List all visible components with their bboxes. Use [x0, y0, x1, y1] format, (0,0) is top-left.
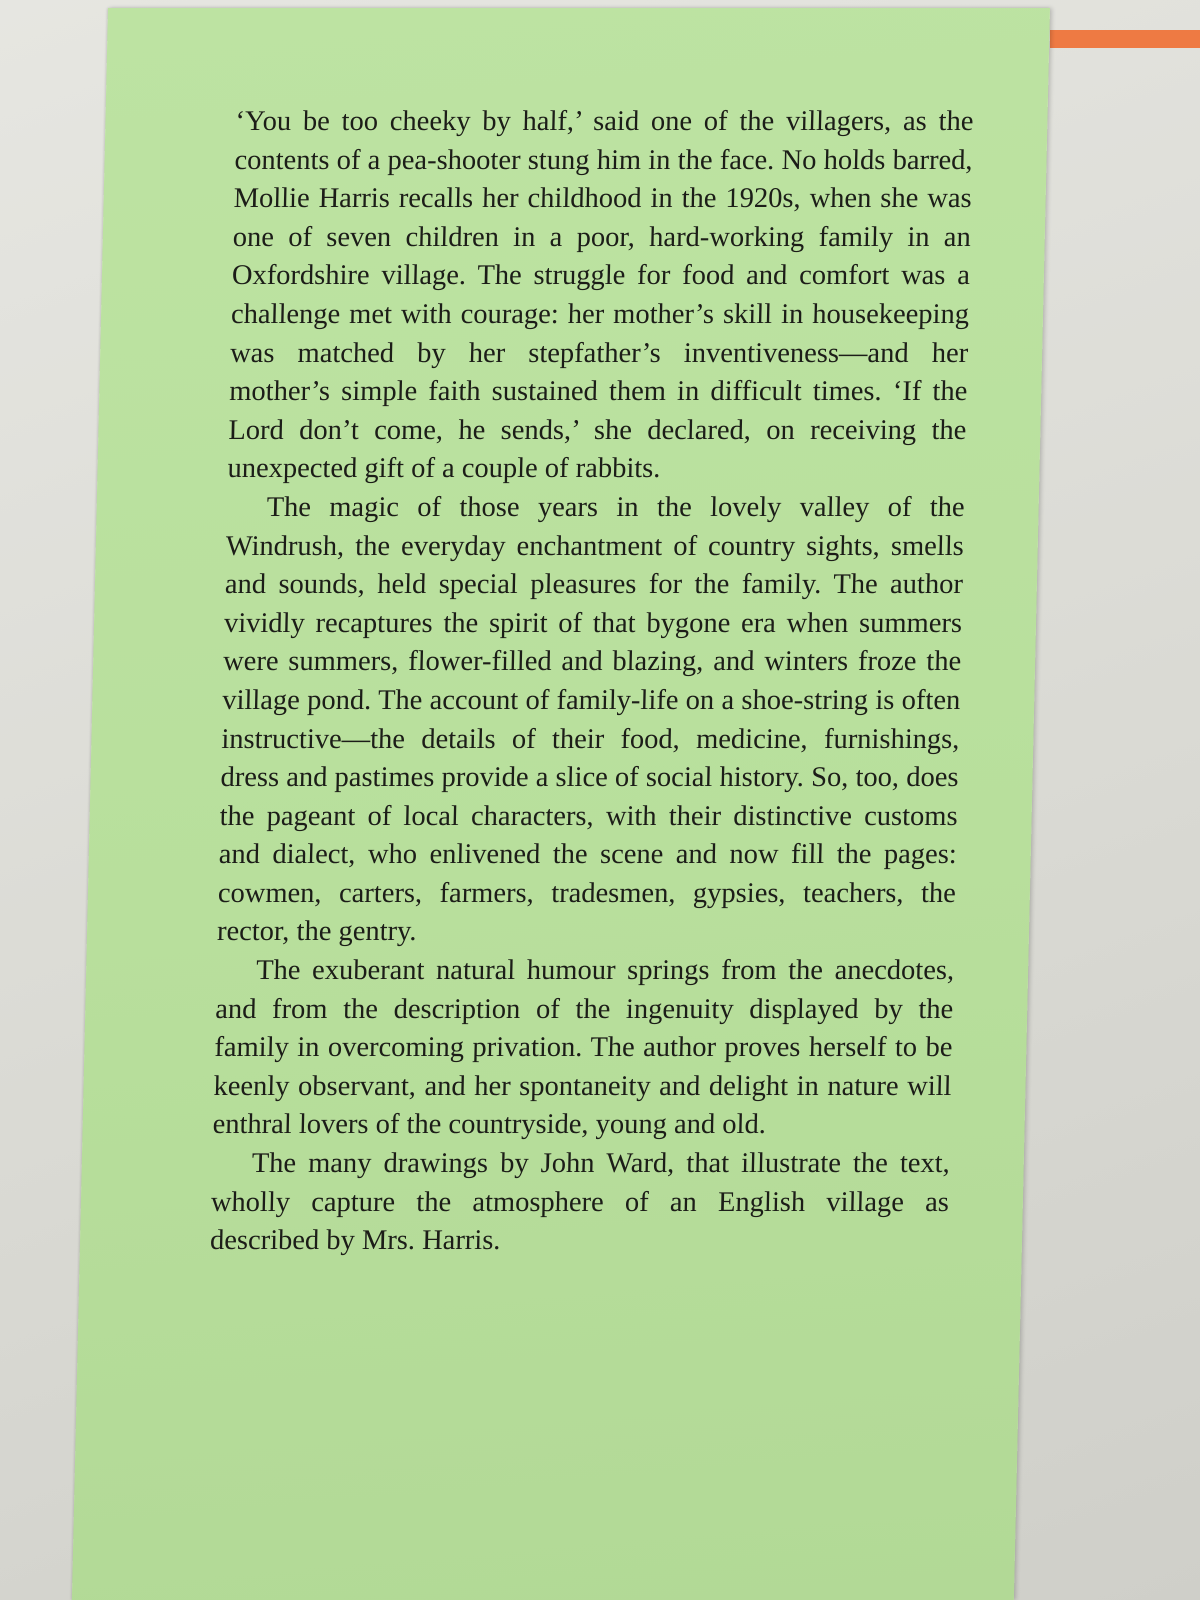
blurb-paragraph-2: The magic of those years in the lovely valley of the Windrush, the everyday enchantment of country sights, smells and sounds, held special pleasures for the family. The author vividly recaptures the spirit of that bygone era when summers were summers, flower-filled and blazing, and winters froze the village pond. The account of family-life on a shoe-string is often instructive—the details of their food, medicine, furnishings, dress and pastimes provide a slice of social history. So, too, does the pageant of local characters, with their distinctive customs and dialect, who enlivened the scene and now fill the pages: cowmen, carters, farmers, tradesmen, gypsies, teachers, the rector, the gentry. [216, 491, 966, 948]
blurb-paragraph-3: The exuberant natural humour springs from the anecdotes, and from the description of the ingenuity displayed by the family in overcoming privation. The author proves herself to be keenly observant, and her spontaneity and delight in nature will enthral lovers of the countryside, young and old. [212, 955, 955, 1141]
book-jacket-flap [72, 8, 1050, 1600]
jacket-blurb [210, 103, 974, 1261]
orange-book-edge [1050, 30, 1200, 48]
blurb-paragraph-1: ‘You be too cheeky by half,’ said one of the villagers, as the contents of a pea-shooter stung him in the face. No holds barred, Mollie Harris recalls her childhood in the 1920s, when she was one of seven children in a poor, hard-working family in an Oxfordshire village. The struggle for food and comfort was a challenge met with courage: her mother’s skill in housekeeping was matched by her stepfather’s inventiveness—and her mother’s simple faith sustained them in difficult times. ‘If the Lord don’t come, he sends,’ she declared, on receiving the unexpected gift of a couple of rabbits. [227, 106, 974, 485]
blurb-paragraph-4: The many drawings by John Ward, that illustrate the text, wholly capture the atmosphere of an English village as described by Mrs. Harris. [209, 1148, 951, 1257]
